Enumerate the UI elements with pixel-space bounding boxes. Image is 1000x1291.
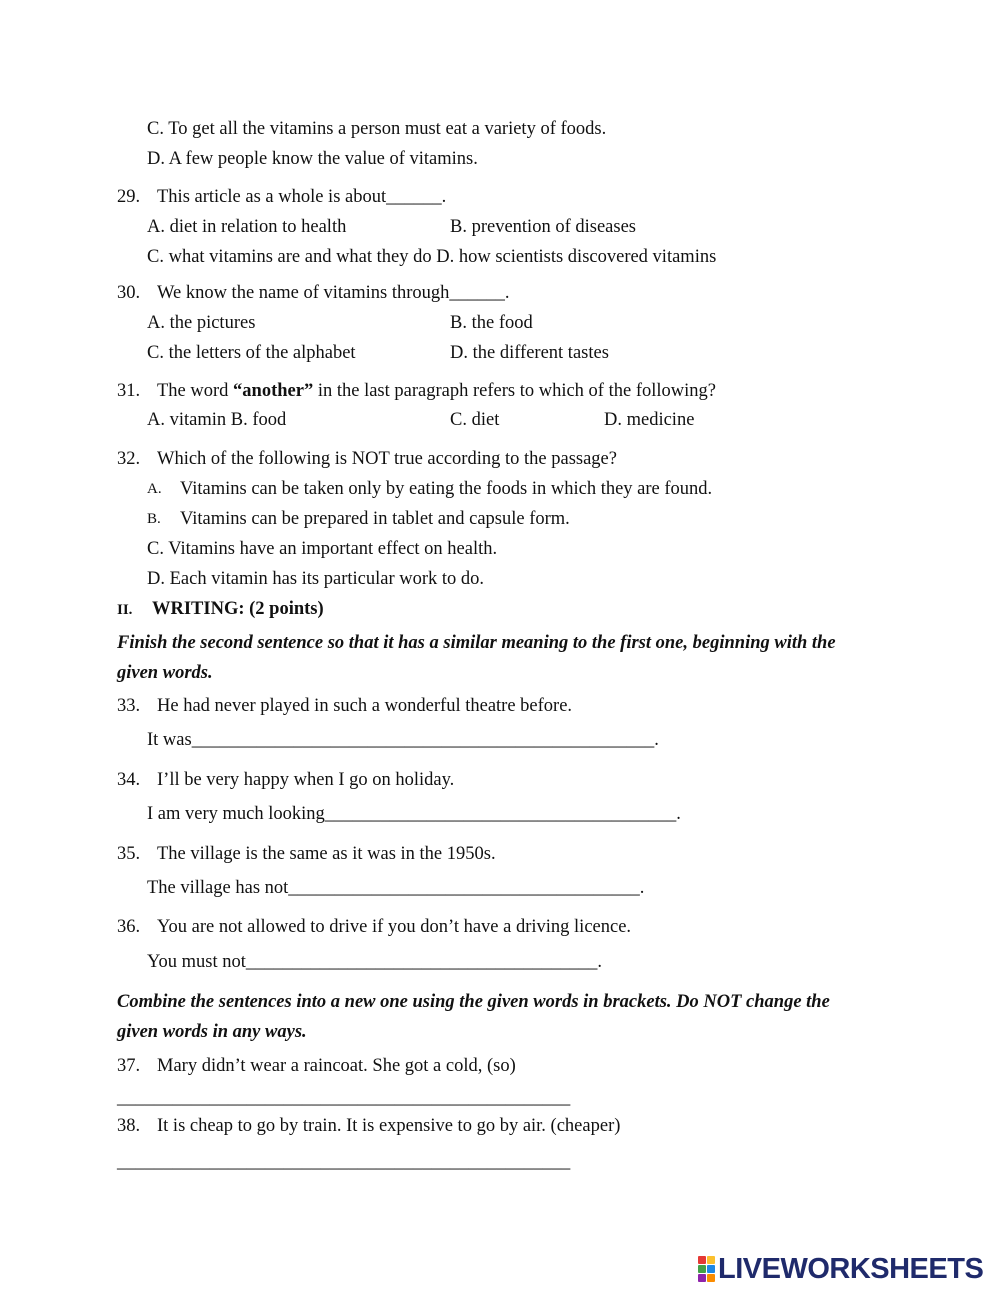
question-35: The village is the same as it was in the 1950s. (157, 844, 496, 864)
question-32-stem: Which of the following is NOT true according to the passage? (157, 449, 617, 469)
question-number: 29. (117, 187, 141, 207)
question-number: 36. (117, 917, 141, 937)
question-number: 34. (117, 770, 141, 790)
q29-option-a: A. diet in relation to health (147, 217, 347, 237)
instruction-1-line-1: Finish the second sentence so that it has a similar meaning to the first one, beginning with the (117, 633, 836, 653)
liveworksheets-logo-icon (698, 1256, 715, 1282)
answer-line-38[interactable]: _________________________________________________ (117, 1152, 571, 1172)
q30-option-c: C. the letters of the alphabet (147, 343, 356, 363)
instruction-2-line-2: given words in any ways. (117, 1022, 307, 1042)
q28-option-d: D. A few people know the value of vitamins. (147, 149, 478, 169)
q29-option-cd: C. what vitamins are and what they do D. how scientists discovered vitamins (147, 247, 717, 267)
q29-option-b: B. prevention of diseases (450, 217, 636, 237)
question-36: You are not allowed to drive if you don’t have a driving licence. (157, 917, 632, 937)
q30-option-d: D. the different tastes (450, 343, 609, 363)
logo-text: LIVEWORKSHEETS (718, 1252, 984, 1285)
liveworksheets-logo (698, 1254, 983, 1284)
q32-letter-a: A. (147, 481, 162, 497)
question-34: I’ll be very happy when I go on holiday. (157, 770, 455, 790)
q31-option-d: D. medicine (604, 410, 695, 430)
q32-option-b: Vitamins can be prepared in tablet and capsule form. (180, 509, 570, 529)
q31-option-c: C. diet (450, 410, 500, 430)
q32-option-d: D. Each vitamin has its particular work to do. (147, 569, 485, 589)
section-title: WRITING: (2 points) (152, 599, 324, 619)
q28-option-c: C. To get all the vitamins a person must eat a variety of foods. (147, 119, 607, 139)
answer-line-35[interactable]: The village has not______________________________________. (147, 878, 645, 898)
question-33: He had never played in such a wonderful theatre before. (157, 696, 573, 716)
answer-line-33[interactable]: It was__________________________________________________. (147, 730, 659, 750)
instruction-2-line-1: Combine the sentences into a new one using the given words in brackets. Do NOT change the (117, 992, 830, 1012)
question-29-stem: This article as a whole is about______. (157, 187, 447, 207)
question-31-stem: The word “another” in the last paragraph refers to which of the following? (157, 381, 716, 401)
answer-line-36[interactable]: You must not______________________________________. (147, 952, 603, 972)
question-30-stem: We know the name of vitamins through______. (157, 283, 510, 303)
answer-line-37[interactable]: _________________________________________________ (117, 1088, 571, 1108)
q30-option-b: B. the food (450, 313, 533, 333)
logo-block (707, 1265, 715, 1273)
q32-option-c: C. Vitamins have an important effect on health. (147, 539, 498, 559)
logo-block (707, 1274, 715, 1282)
q32-option-a: Vitamins can be taken only by eating the foods in which they are found. (180, 479, 713, 499)
question-number: 38. (117, 1116, 141, 1136)
logo-block (698, 1274, 706, 1282)
question-number: 32. (117, 449, 141, 469)
q30-option-a: A. the pictures (147, 313, 256, 333)
logo-block (707, 1256, 715, 1264)
q32-letter-b: B. (147, 511, 161, 527)
question-number: 30. (117, 283, 141, 303)
question-number: 35. (117, 844, 141, 864)
section-number: II. (117, 602, 133, 618)
question-number: 33. (117, 696, 141, 716)
logo-block (698, 1265, 706, 1273)
question-number: 37. (117, 1056, 141, 1076)
question-38: It is cheap to go by train. It is expensive to go by air. (cheaper) (157, 1116, 621, 1136)
question-37: Mary didn’t wear a raincoat. She got a cold, (so) (157, 1056, 516, 1076)
logo-block (698, 1256, 706, 1264)
instruction-1-line-2: given words. (117, 663, 213, 683)
question-number: 31. (117, 381, 141, 401)
q31-option-ab: A. vitamin B. food (147, 410, 287, 430)
answer-line-34[interactable]: I am very much looking______________________________________. (147, 804, 681, 824)
